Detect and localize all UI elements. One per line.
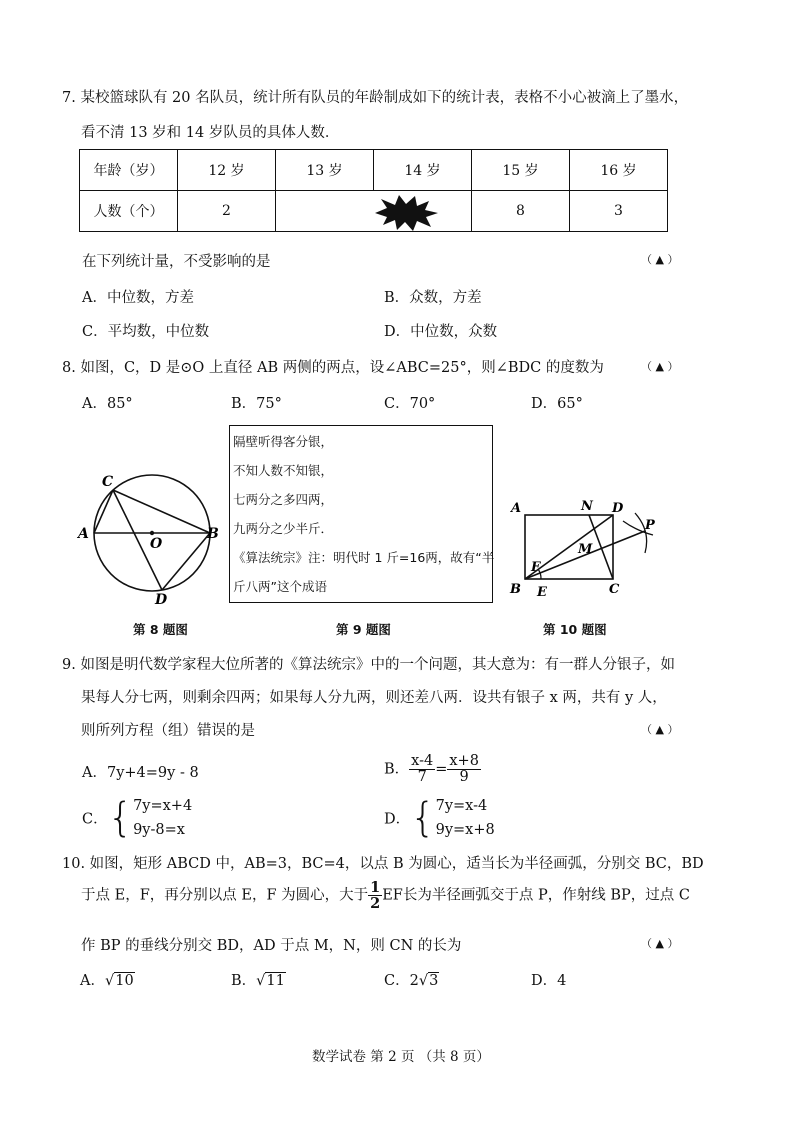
q10-option-c: [384, 969, 439, 990]
point-n-label: N: [581, 499, 593, 514]
age-count-table: [79, 149, 668, 232]
equation-line: 7y=x-4: [435, 798, 488, 814]
table-header-cell: 16 岁: [570, 150, 668, 191]
q7-stem: 在下列统计量，不受影响的是: [82, 254, 271, 270]
poem-line: 隔壁听得客分银，: [233, 434, 334, 449]
q9-option-d: [384, 794, 495, 842]
q7-option-c: C．平均数，中位数: [82, 324, 210, 340]
q8-stem: 8. 如图，C，D 是⊙O 上直径 AB 两侧的两点，设∠ABC=25°，则∠BDC 的度数为: [62, 360, 604, 376]
figure-8-caption: 第 8 题图: [133, 622, 188, 637]
q7-line2: 看不清 13 岁和 14 岁队员的具体人数．: [81, 125, 340, 141]
brace-icon: {: [410, 795, 436, 841]
sqrt-icon: √: [256, 973, 266, 989]
figure-9-poem-box: [229, 425, 493, 603]
point-d-label: D: [155, 592, 168, 608]
q7-option-b: B．众数，方差: [384, 290, 482, 306]
table-header-cell: 12 岁: [178, 150, 276, 191]
poem-line: 《算法统宗》注：明代时 1 斤=16两，故有“半: [233, 550, 495, 565]
figure-9-caption: 第 9 题图: [336, 622, 391, 637]
option-c-label: C．: [82, 811, 108, 828]
table-header-cell: 13 岁: [276, 150, 374, 191]
radicand: 3: [429, 973, 439, 989]
table-row: [80, 191, 668, 232]
point-d-label: D: [612, 501, 624, 516]
ink-blot-cell: [276, 191, 472, 232]
point-e-label: E: [537, 585, 547, 600]
table-cell: 3: [570, 191, 668, 232]
half-fraction: [368, 880, 382, 911]
q10-line1: 10. 如图，矩形 ABCD 中，AB=3，BC=4，以点 B 为圆心，适当长为半径画弧，分别交 BC，BD: [62, 856, 704, 872]
page-footer: 数学试卷 第 2 页 （共 8 页）: [312, 1049, 490, 1065]
fraction-denominator: 7: [417, 769, 427, 786]
q10-option-b: [231, 969, 286, 990]
point-p-label: P: [645, 518, 655, 533]
q7-line1: 7. 某校篮球队有 20 名队员，统计所有队员的年龄制成如下的统计表，表格不小心被滴上了墨水，: [62, 90, 689, 106]
equation-line: 7y=x+4: [133, 798, 193, 814]
q8-option-c: C．70°: [384, 396, 436, 412]
fraction-denominator: 9: [459, 769, 469, 786]
option-a-label: A．: [80, 973, 105, 989]
q9-answer-blank: （ ▲ ）: [641, 723, 679, 736]
point-a-label: A: [78, 526, 89, 542]
q10-option-a: [80, 969, 135, 990]
fraction-numerator: x-4: [411, 753, 434, 769]
point-b-label: B: [207, 526, 219, 542]
poem-line: 不知人数不知银，: [233, 463, 334, 478]
q10-line3: 作 BP 的垂线分别交 BD，AD 于点 M，N，则 CN 的长为: [81, 938, 462, 954]
figure-8-circle: [75, 470, 225, 610]
brace-icon: {: [107, 795, 134, 841]
equation-line: 9y-8=x: [133, 822, 185, 838]
q7-answer-blank: （ ▲ ）: [641, 253, 679, 266]
point-a-label: A: [511, 501, 522, 516]
equation-system: [133, 794, 192, 842]
fraction-denominator: 2: [370, 895, 381, 913]
q10-line2: [81, 880, 690, 911]
fraction-numerator: x+8: [449, 753, 479, 769]
sqrt-icon: √: [418, 973, 429, 989]
equation-system: [436, 794, 495, 842]
q10-line2-end: EF长为半径画弧交于点 P，作射线 BP，过点 C: [382, 887, 690, 904]
fraction-numerator: 1: [370, 879, 381, 896]
point-c-label: C: [609, 582, 620, 597]
q9-option-a: A．7y+4=9y - 8: [82, 765, 199, 781]
fraction-left: [409, 754, 435, 785]
point-m-label: M: [578, 542, 593, 557]
point-c-label: C: [102, 474, 114, 490]
q9-line2: 果每人分七两，则剩余四两；如果每人分九两，则还差八两．设共有银子 x 两，共有 y 人，: [81, 690, 667, 706]
q10-line2-start: 于点 E，F，再分别以点 E，F 为圆心，大于: [81, 887, 369, 904]
q8-option-d: D．65°: [531, 396, 583, 412]
option-b-label: B．: [231, 973, 257, 989]
q10-answer-blank: （ ▲ ）: [641, 937, 679, 950]
q7-option-d: D．中位数，众数: [384, 324, 498, 340]
q10-option-d: D．4: [531, 973, 567, 989]
figure-10-caption: 第 10 题图: [543, 622, 607, 637]
option-b-label: B．: [384, 761, 410, 778]
sqrt-icon: √: [104, 973, 115, 989]
table-header-cell: 年龄（岁）: [80, 150, 178, 191]
q8-answer-blank: （ ▲ ）: [641, 360, 679, 373]
radicand: 11: [266, 973, 285, 989]
q7-option-a: A．中位数，方差: [82, 290, 194, 306]
q9-line1: 9. 如图是明代数学家程大位所著的《算法统宗》中的一个问题，其大意为：有一群人分银子，如: [62, 657, 675, 673]
table-row: [80, 150, 668, 191]
option-d-label: D．: [384, 811, 411, 828]
radicand: 10: [115, 973, 134, 989]
q8-option-a: A．85°: [82, 396, 133, 412]
table-cell: 8: [472, 191, 570, 232]
q8-option-b: B．75°: [231, 396, 282, 412]
point-o-label: O: [150, 536, 163, 552]
equals-sign: =: [435, 761, 448, 778]
q9-option-b: [384, 754, 481, 785]
poem-line: 九两分之少半斤．: [233, 521, 334, 536]
option-c-label: C．2: [384, 973, 419, 989]
equation-line: 9y=x+8: [435, 822, 495, 838]
table-header-cell: 14 岁: [374, 150, 472, 191]
ink-blot-icon: [371, 193, 441, 233]
figure-10-rectangle: [505, 495, 670, 605]
table-cell: 人数（个）: [80, 191, 178, 232]
poem-line: 斤八两”这个成语: [233, 579, 327, 594]
q9-option-c: [82, 794, 192, 842]
table-header-cell: 15 岁: [472, 150, 570, 191]
poem-line: 七两分之多四两，: [233, 492, 334, 507]
fraction-right: [447, 754, 481, 785]
q9-line3: 则所列方程（组）错误的是: [81, 723, 255, 739]
point-f-label: F: [531, 560, 541, 575]
point-b-label: B: [510, 582, 521, 597]
table-cell: 2: [178, 191, 276, 232]
